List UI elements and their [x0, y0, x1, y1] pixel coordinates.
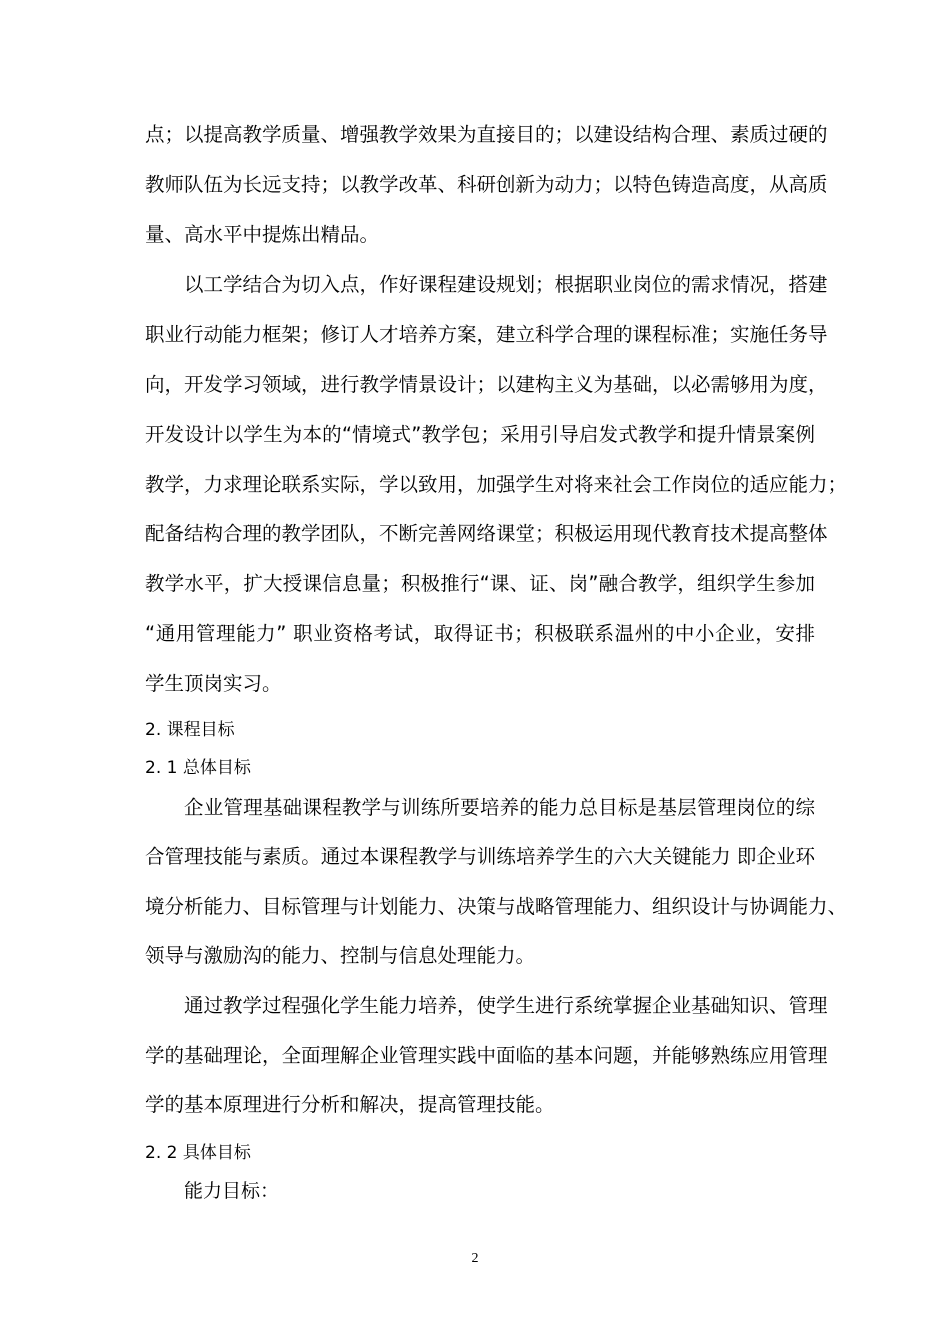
- paragraph-line: 职业行动能力框架；修订人才培养方案，建立科学合理的课程标准；实施任务导: [145, 323, 828, 346]
- paragraph-line: 领导与激励沟的能力、控制与信息处理能力。: [145, 944, 536, 967]
- paragraph-line: 教师队伍为长远支持；以教学改革、科研创新为动力；以特色铸造高度，从高质: [145, 173, 828, 196]
- paragraph-line: 以工学结合为切入点，作好课程建设规划；根据职业岗位的需求情况，搭建: [184, 273, 828, 296]
- ability-goals-label: 能力目标：: [184, 1180, 280, 1202]
- page-number: 2: [471, 1251, 479, 1266]
- paragraph-line: 开发设计以学生为本的“情境式”教学包；采用引导启发式教学和提升情景案例: [145, 423, 815, 446]
- paragraph-line: 教学，力求理论联系实际，学以致用，加强学生对将来社会工作岗位的适应能力；: [145, 473, 848, 496]
- paragraph-line: 学生顶岗实习。: [145, 672, 282, 695]
- paragraph-line: 通过教学过程强化学生能力培养，使学生进行系统掌握企业基础知识、管理: [184, 994, 828, 1017]
- paragraph-line: “通用管理能力” 职业资格考试，取得证书；积极联系温州的中小企业，安排: [145, 622, 815, 645]
- paragraph-line: 合管理技能与素质。通过本课程教学与训练培养学生的六大关键能力 即企业环: [145, 845, 815, 868]
- paragraph-line: 点；以提高教学质量、增强教学效果为直接目的；以建设结构合理、素质过硬的: [145, 123, 828, 146]
- paragraph-line: 企业管理基础课程教学与训练所要培养的能力总目标是基层管理岗位的综: [184, 796, 815, 819]
- section-heading: 2. 课程目标: [145, 720, 235, 740]
- paragraph-line: 学的基本原理进行分析和解决，提高管理技能。: [145, 1093, 555, 1116]
- subsection-heading: 2. 2 具体目标: [145, 1143, 251, 1163]
- paragraph-line: 教学水平，扩大授课信息量；积极推行“课、证、岗”融合教学，组织学生参加: [145, 572, 815, 595]
- paragraph-line: 境分析能力、目标管理与计划能力、决策与战略管理能力、组织设计与协调能力、: [145, 895, 848, 918]
- subsection-heading: 2. 1 总体目标: [145, 758, 251, 778]
- paragraph-line: 向，开发学习领域，进行教学情景设计；以建构主义为基础，以必需够用为度，: [145, 373, 828, 396]
- paragraph-line: 配备结构合理的教学团队，不断完善网络课堂；积极运用现代教育技术提高整体: [145, 522, 828, 545]
- paragraph-line: 学的基础理论，全面理解企业管理实践中面临的基本问题，并能够熟练应用管理: [145, 1044, 828, 1067]
- paragraph-line: 量、高水平中提炼出精品。: [145, 223, 380, 246]
